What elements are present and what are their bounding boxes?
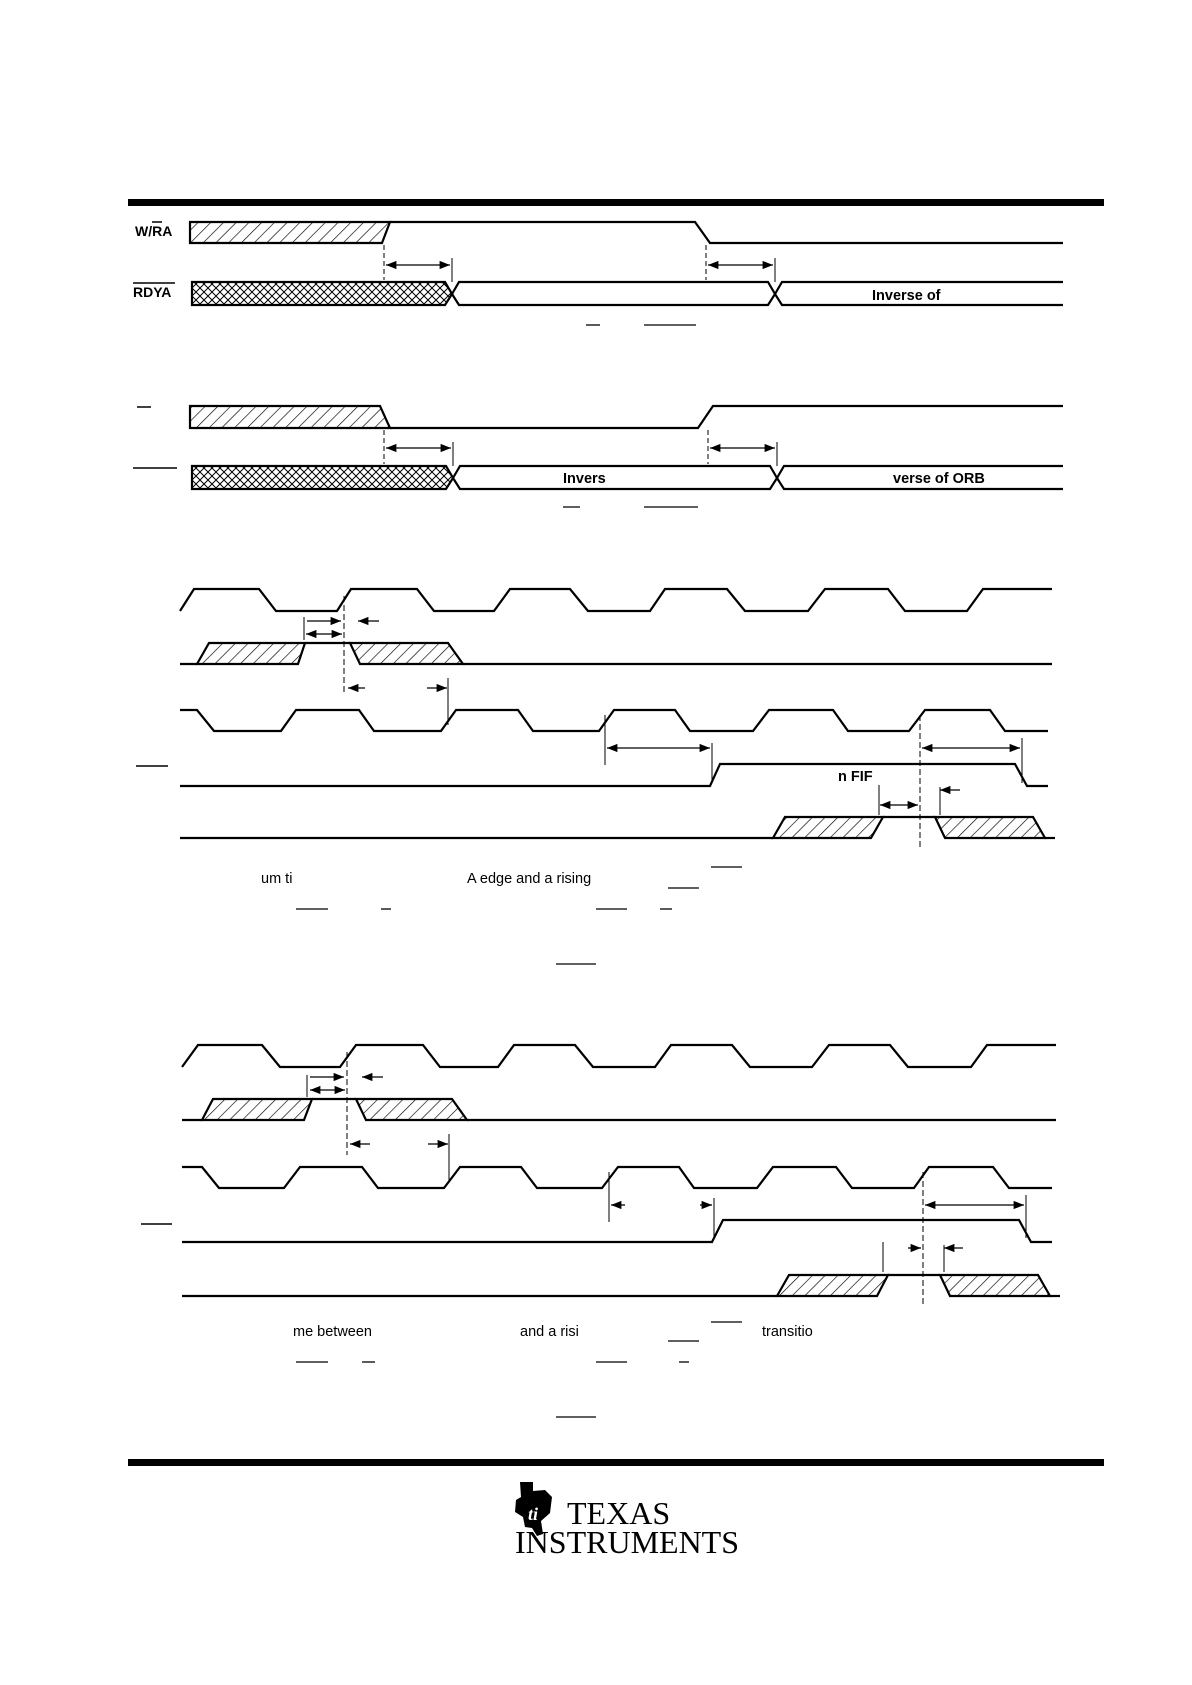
rdya-crosshatch-invalid [192, 282, 452, 305]
diagram-4 [141, 1045, 1060, 1417]
rdya-bus-top [452, 282, 1063, 294]
w-ra-waveform [390, 222, 1063, 243]
bus-text-n-fif: n FIF [838, 769, 873, 785]
d3-data-2-hatch-a [773, 817, 883, 838]
diagram-2 [133, 406, 1063, 507]
bus-text-verse-of-orb: verse of ORB [893, 471, 985, 487]
label-rdya: RDYA [133, 284, 172, 300]
d3-data-2-hatch-b [935, 817, 1045, 838]
w-ra-hatched-invalid [190, 222, 390, 243]
d3-data-1-hatch-a [197, 643, 305, 664]
bottom-rule [128, 1459, 1104, 1466]
diagram-1 [133, 222, 1063, 325]
d3-clock-1 [180, 589, 1052, 611]
d4-note-c: transitio [762, 1324, 813, 1340]
d3-data-1-hatch-b [350, 643, 463, 664]
d2-waveform [390, 406, 1063, 428]
d4-data-1-hatch-b [356, 1099, 467, 1120]
d3-clock-2 [180, 710, 1048, 731]
d4-flag-waveform [182, 1220, 1052, 1242]
bus-text-inverse-of: Inverse of [872, 288, 941, 304]
label-w-ra: W/RA [135, 223, 173, 239]
rdya-bus-bottom [452, 294, 1063, 305]
diagram-3 [136, 589, 1055, 964]
top-rule [128, 199, 1104, 206]
d4-clock-2 [182, 1167, 1052, 1188]
d3-note-a: um ti [261, 871, 293, 887]
d2-hatched-invalid [190, 406, 390, 428]
d3-note-b: A edge and a rising [467, 871, 592, 887]
d4-note-b: and a risi [520, 1324, 579, 1340]
d4-data-1-hatch-a [202, 1099, 312, 1120]
logo-texas: TEXAS [567, 1495, 671, 1531]
d4-data-2-hatch-a [777, 1275, 888, 1296]
d2-crosshatch-invalid [192, 466, 453, 489]
svg-text:ti: ti [528, 1504, 539, 1524]
bus-text-invers: Invers [563, 471, 606, 487]
d4-clock-1 [182, 1045, 1056, 1067]
d4-data-2-hatch-b [940, 1275, 1050, 1296]
d4-note-a: me between [293, 1324, 372, 1340]
d3-flag-waveform [180, 764, 1048, 786]
logo-instruments: INSTRUMENTS [515, 1524, 740, 1560]
